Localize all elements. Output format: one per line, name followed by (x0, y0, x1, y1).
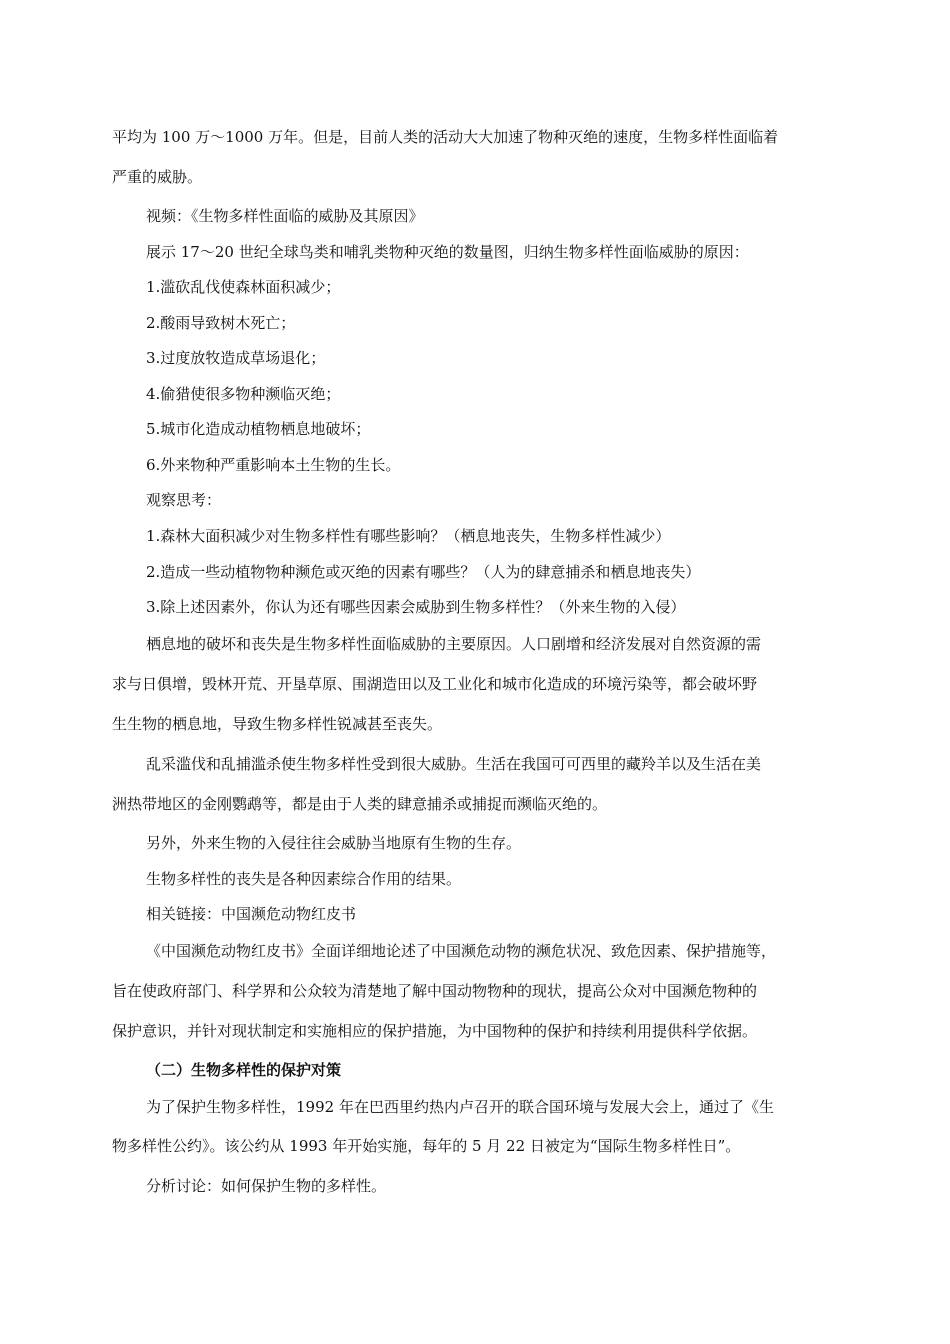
list-item: 2.造成一些动植物物种濒危或灭绝的因素有哪些？（人为的肆意捕杀和栖息地丧失） (146, 563, 701, 581)
list-item: 3.除上述因素外，你认为还有哪些因素会威胁到生物多样性？（外来生物的入侵） (146, 598, 686, 616)
text-line: 栖息地的破坏和丧失是生物多样性面临威胁的主要原因。人口剧增和经济发展对自然资源的需 (146, 635, 762, 653)
text-line: 严重的威胁。 (112, 168, 203, 186)
text-line: 生生物的栖息地，导致生物多样性锐减甚至丧失。 (112, 715, 443, 733)
text-line: 另外，外来生物的入侵往往会威胁当地原有生物的生存。 (146, 834, 522, 852)
list-item: 4.偷猎使很多物种濒临灭绝； (146, 385, 341, 403)
list-item: 5.城市化造成动植物栖息地破坏； (146, 420, 371, 438)
text-line: 视频：《生物多样性面临的威胁及其原因》 (146, 207, 424, 225)
text-line: 分析讨论：如何保护生物的多样性。 (146, 1177, 387, 1195)
list-item: 2.酸雨导致树木死亡； (146, 314, 296, 332)
list-item: 1.森林大面积减少对生物多样性有哪些影响？（栖息地丧失，生物多样性减少） (146, 527, 671, 545)
text-line: 乱采滥伐和乱捕滥杀使生物多样性受到很大威胁。生活在我国可可西里的藏羚羊以及生活在美 (146, 755, 762, 773)
text-line: 物多样性公约》。该公约从 1993 年开始实施，每年的 5 月 22 日被定为“国际生物多样性日”。 (112, 1137, 741, 1155)
text-line: 《中国濒危动物红皮书》全面详细地论述了中国濒危动物的濒危状况、致危因素、保护措施等， (146, 942, 777, 960)
text-line: 求与日俱增，毁林开荒、开垦草原、围湖造田以及工业化和城市化造成的环境污染等，都会破坏野 (112, 675, 758, 693)
text-line: 展示 17～20 世纪全球鸟类和哺乳类物种灭绝的数量图，归纳生物多样性面临威胁的原因： (146, 243, 749, 261)
text-line: 保护意识，并针对现状制定和实施相应的保护措施，为中国物种的保护和持续利用提供科学依据。 (112, 1022, 758, 1040)
text-line: 观察思考： (146, 491, 222, 509)
text-line: 为了保护生物多样性，1992 年在巴西里约热内卢召开的联合国环境与发展大会上，通过了《生 (146, 1098, 774, 1116)
list-item: 1.滥砍乱伐使森林面积减少； (146, 278, 341, 296)
text-line: 生物多样性的丧失是各种因素综合作用的结果。 (146, 870, 462, 888)
text-line: 洲热带地区的金刚鹦鹉等，都是由于人类的肆意捕杀或捕捉而濒临灭绝的。 (112, 795, 608, 813)
text-line: 平均为 100 万～1000 万年。但是，目前人类的活动大大加速了物种灭绝的速度，生物多样性面临着 (112, 128, 779, 146)
text-line: 相关链接：中国濒危动物红皮书 (146, 905, 357, 923)
list-item: 3.过度放牧造成草场退化； (146, 349, 326, 367)
list-item: 6.外来物种严重影响本土生物的生长。 (146, 456, 401, 474)
text-line: 旨在使政府部门、科学界和公众较为清楚地了解中国动物物种的现状，提高公众对中国濒危物种的 (112, 982, 758, 1000)
section-heading: （二）生物多样性的保护对策 (146, 1061, 342, 1079)
